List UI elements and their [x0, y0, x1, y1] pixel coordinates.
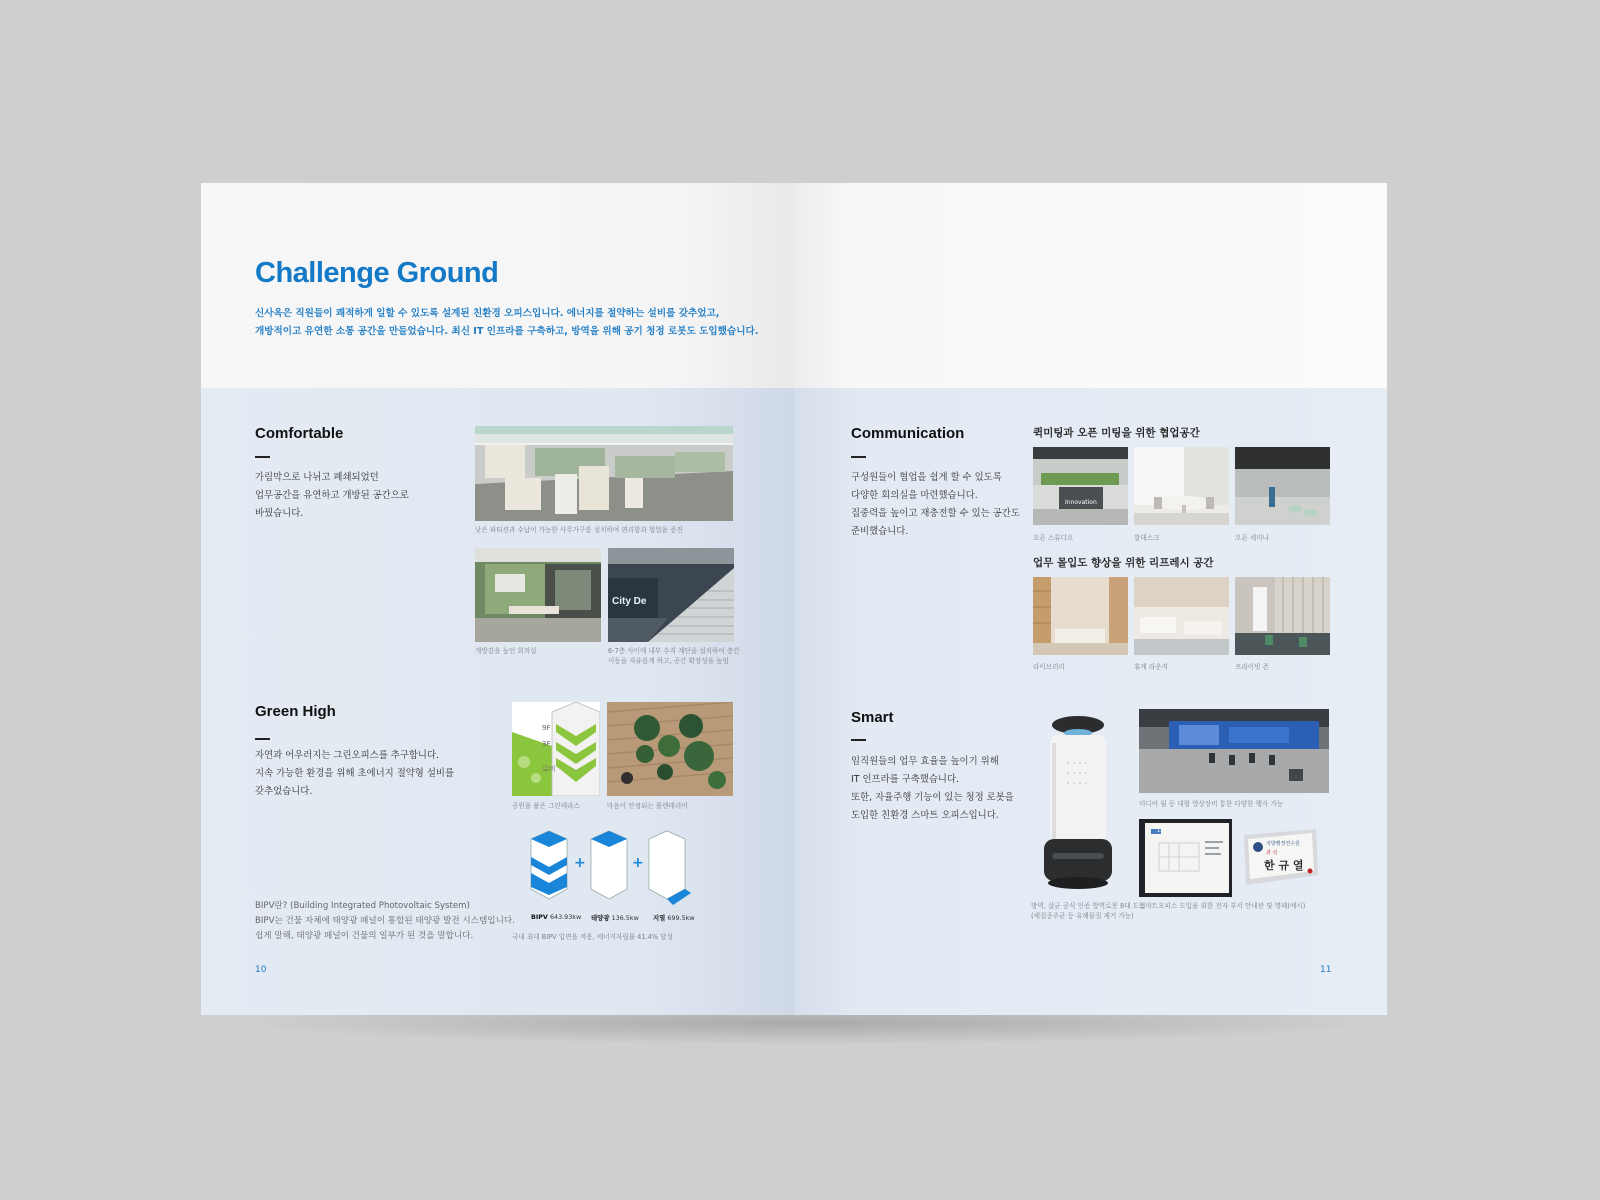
right-page — [794, 183, 1387, 1015]
plants-photo — [607, 702, 733, 796]
floor-label: 로비 — [542, 765, 556, 773]
open-studio-photo — [1033, 447, 1128, 525]
studio-sign: Innovation — [1065, 499, 1097, 506]
digital-directory-photo — [1139, 819, 1232, 897]
solar-building-2 — [591, 831, 627, 899]
comfortable-heading: Comfortable — [255, 425, 344, 442]
terrace-caption: 공원을 품은 그린테라스 — [512, 802, 580, 810]
meeting-room-caption: 개방감을 높인 회의실 — [475, 647, 537, 655]
stairs-photo — [608, 548, 734, 642]
page-number: 11 — [1320, 965, 1332, 975]
geothermal-value: 지열 699.5kw — [653, 914, 695, 922]
green-high-heading: Green High — [255, 703, 336, 720]
directory-floor-label: 13F — [1157, 828, 1167, 834]
media-wall-caption: 미디어 월 등 대형 영상장비 통한 다양한 행사 가능 — [1139, 800, 1284, 808]
air-purifier-robot-image — [1038, 713, 1118, 895]
communication-body: 구성원들이 협업을 쉽게 할 수 있도록 다양한 회의실을 마련했습니다. 집중력을 높이고 재충전할 수 있는 공간도 준비했습니다. — [851, 472, 1020, 537]
plus-icon: + — [632, 855, 644, 871]
open-studio-caption: 오픈 스튜디오 — [1033, 534, 1074, 542]
floor-label: 3F — [542, 740, 551, 748]
solar-value: 태양광 136.5kw — [591, 914, 639, 922]
smart-heading: Smart — [851, 709, 894, 726]
stairs-caption: 6-7층 사이에 내부 수직 계단을 설치하여 층간 이동을 자유롭게 하고, 공간 확장성을 높임 — [608, 647, 740, 665]
communication-heading: Communication — [851, 425, 965, 442]
geothermal-building-3 — [649, 831, 691, 905]
library-photo — [1033, 577, 1128, 655]
lounge-caption: 휴게 라운지 — [1134, 663, 1168, 671]
smart-body: 임직원들의 업무 효율을 높이기 위해 IT 인프라를 구축했습니다. 또한, 자율주행 기능이 있는 청정 로봇을 도입한 친환경 스마트 오피스입니다. — [851, 756, 1014, 821]
intro-text: 신사옥은 직원들이 쾌적하게 일할 수 있도록 설계된 친환경 오피스입니다. 에너지를 절약하는 설비를 갖추었고, 개방적이고 유연한 소통 공간을 만들었습니다. 최신 IT 인프라를 구축하고, 방역을 위해 공기 청정 로봇도 도입했습니다. — [255, 308, 759, 337]
nameplate-name: 한 규 열 — [1264, 859, 1304, 872]
left-page — [201, 183, 794, 1015]
heading-rule — [255, 738, 270, 740]
collab-space-subtitle: 퀵미팅과 오픈 미팅을 위한 협업공간 — [1033, 427, 1200, 439]
floor-label: 9F — [542, 724, 551, 732]
heading-rule — [255, 456, 270, 458]
green-terrace-diagram — [512, 702, 600, 796]
robot-caption: 방역, 살균 공식 인증 방역로봇 8대 도입 (세집종주균 등 유해물질 제거 가능) — [1031, 902, 1146, 920]
stairs-sign: City De — [612, 596, 647, 607]
office-caption: 낮은 파티션과 수납이 가능한 사무가구를 설치하여 편리함과 협업을 증진 — [475, 526, 683, 534]
header-band — [794, 183, 1387, 388]
bipv-note: BIPV란? (Building Integrated Photovoltaic System) BIPV는 건물 자체에 태양광 패널이 통합된 태양광 발전 시스템입니다. 쉽게 말해, 태양광 패널이 건물의 일부가 된 것을 말합니다. — [255, 901, 515, 941]
private-zone-caption: 프라이빗 존 — [1235, 663, 1269, 671]
lounge-photo — [1134, 577, 1229, 655]
smart-office-caption: 스마트오피스 도입을 위한 전자 부서 안내판 및 명패(예시) — [1139, 902, 1306, 910]
bipv-diagram — [525, 829, 701, 925]
hot-desk-caption: 핫데스크 — [1134, 534, 1160, 542]
page-number: 10 — [255, 965, 267, 975]
open-seminar-caption: 오픈 세미나 — [1235, 534, 1269, 542]
plus-icon: + — [574, 855, 586, 871]
private-zone-photo — [1235, 577, 1330, 655]
heading-rule — [851, 456, 866, 458]
open-seminar-photo — [1235, 447, 1330, 525]
bipv-building-1 — [531, 831, 567, 899]
library-caption: 라이브러리 — [1033, 663, 1065, 671]
green-high-body: 자연과 어우러지는 그린오피스를 추구합니다. 지속 가능한 환경을 위해 초에너지 절약형 설비를 갖추었습니다. — [255, 750, 455, 797]
meeting-room-photo — [475, 548, 601, 642]
comfortable-body: 가림막으로 나뉘고 폐쇄되었던 업무공간을 유연하고 개방된 공간으로 바꿨습니다. — [255, 472, 409, 519]
hot-desk-photo — [1134, 447, 1229, 525]
nameplate-org: 지방행정연수원 — [1266, 841, 1300, 847]
media-wall-photo — [1139, 709, 1329, 793]
refresh-space-subtitle: 업무 몰입도 향상을 위한 리프레시 공간 — [1033, 557, 1214, 569]
bipv-value: BIPV 643.93kw — [531, 913, 582, 921]
nameplate-title: 과 석 — [1266, 850, 1278, 856]
page-title: Challenge Ground — [255, 257, 499, 289]
electronic-nameplate — [1240, 827, 1320, 889]
heading-rule — [851, 739, 866, 741]
office-photo — [475, 426, 733, 521]
bipv-caption: 국내 최대 BIPV 입면을 적용, 에너지자립률 41.4% 달성 — [512, 933, 673, 941]
plants-caption: 마음이 안정되는 플랜테리어 — [607, 802, 688, 810]
